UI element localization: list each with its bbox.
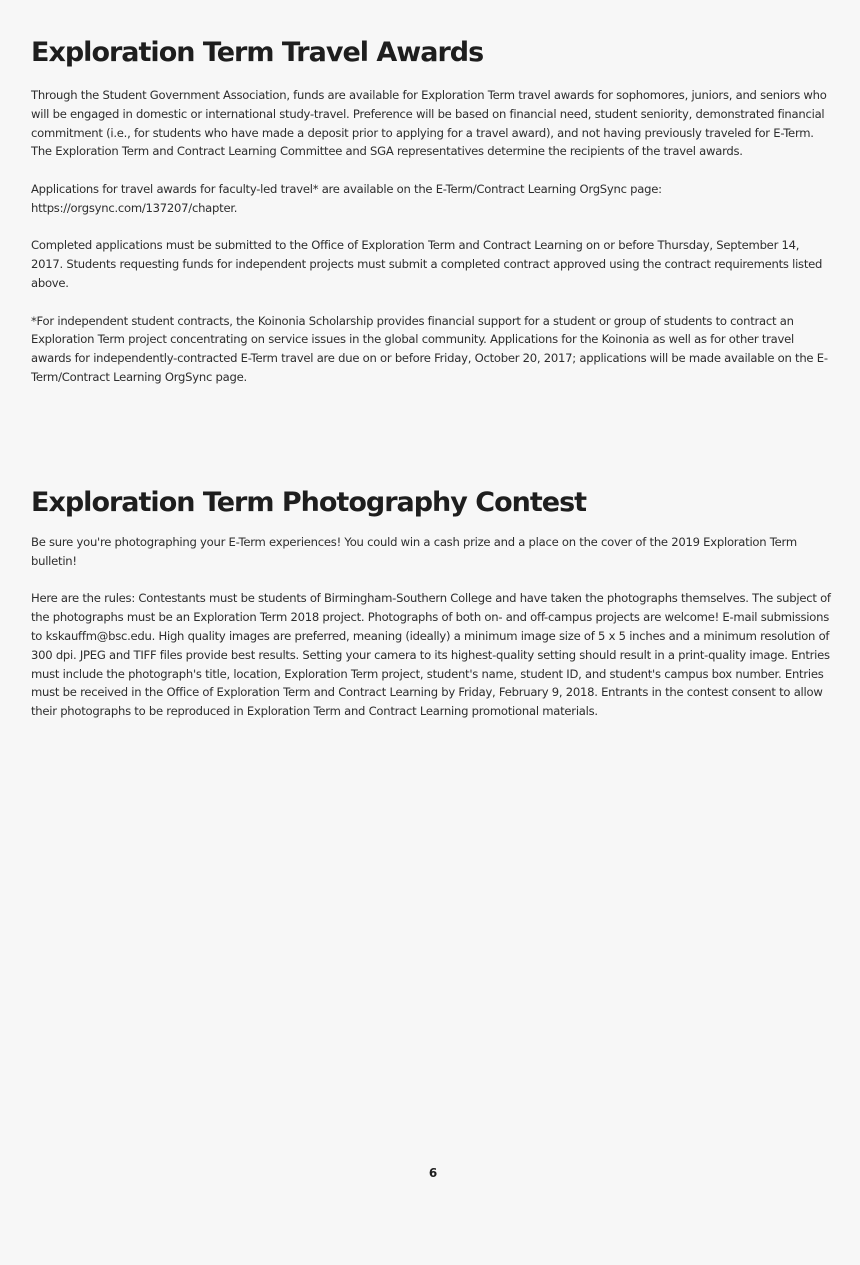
- travel-awards-paragraph: *For independent student contracts, the Koinonia Scholarship provides financial support for a student or group of students to contract an Exploration Term project concentrating on service issues in the global community. Applications for the Koinonia as well as for other travel awards for independently-contracted E-Term travel are due on or before Friday, October 20, 2017; applications will be made available on the E-Term/Contract Learning OrgSync page.: [31, 313, 828, 384]
- photography-contest-paragraph: Here are the rules: Contestants must be students of Birmingham-Southern College and have taken the photographs themselves. The subject of the photographs must be an Exploration Term 2018 project. Photographs of both on- and off-campus projects are welcome! E-mail submissions to kskauffm@bsc.edu. High quality images are preferred, meaning (ideally) a minimum image size of 5 x 5 inches and a minimum resolution of 300 dpi. JPEG and TIFF files provide best results. Setting your camera to its highest-quality setting should result in a print-quality image. Entries must include the photograph's title, location, Exploration Term project, student's name, student ID, and student's campus box number. Entries must be received in the Office of Exploration Term and Contract Learning by Friday, February 9, 2018. Entrants in the contest consent to allow their photographs to be reproduced in Exploration Term and Contract Learning promotional materials.: [31, 591, 831, 719]
- photography-contest-section: [31, 486, 833, 721]
- travel-awards-paragraph: Applications for travel awards for faculty-led travel* are available on the E-Term/Contract Learning OrgSync page: https://orgsync.com/137207/chapter.: [31, 181, 662, 215]
- page-number: 6: [428, 1166, 438, 1180]
- travel-awards-paragraph: Completed applications must be submitted to the Office of Exploration Term and Contract Learning on or before Thursday, September 14, 2017. Students requesting funds for independent projects must submit a completed contract approved using the contract requirements listed above.: [31, 238, 823, 290]
- photography-contest-heading: Exploration Term Photography Contest: [31, 487, 587, 518]
- travel-awards-section: [31, 36, 833, 387]
- travel-awards-heading: Exploration Term Travel Awards: [31, 37, 484, 68]
- photography-contest-paragraph: Be sure you're photographing your E-Term experiences! You could win a cash prize and a place on the cover of the 2019 Exploration Term bulletin!: [31, 535, 797, 568]
- travel-awards-paragraph: Through the Student Government Association, funds are available for Exploration Term travel awards for sophomores, juniors, and seniors who will be engaged in domestic or international study-travel. Preference will be based on financial need, student seniority, demonstrated financial commitment (i.e., for students who have made a deposit prior to applying for a travel award), and not having previously traveled for E-Term. The Exploration Term and Contract Learning Committee and SGA representatives determine the recipients of the travel awards.: [31, 88, 827, 159]
